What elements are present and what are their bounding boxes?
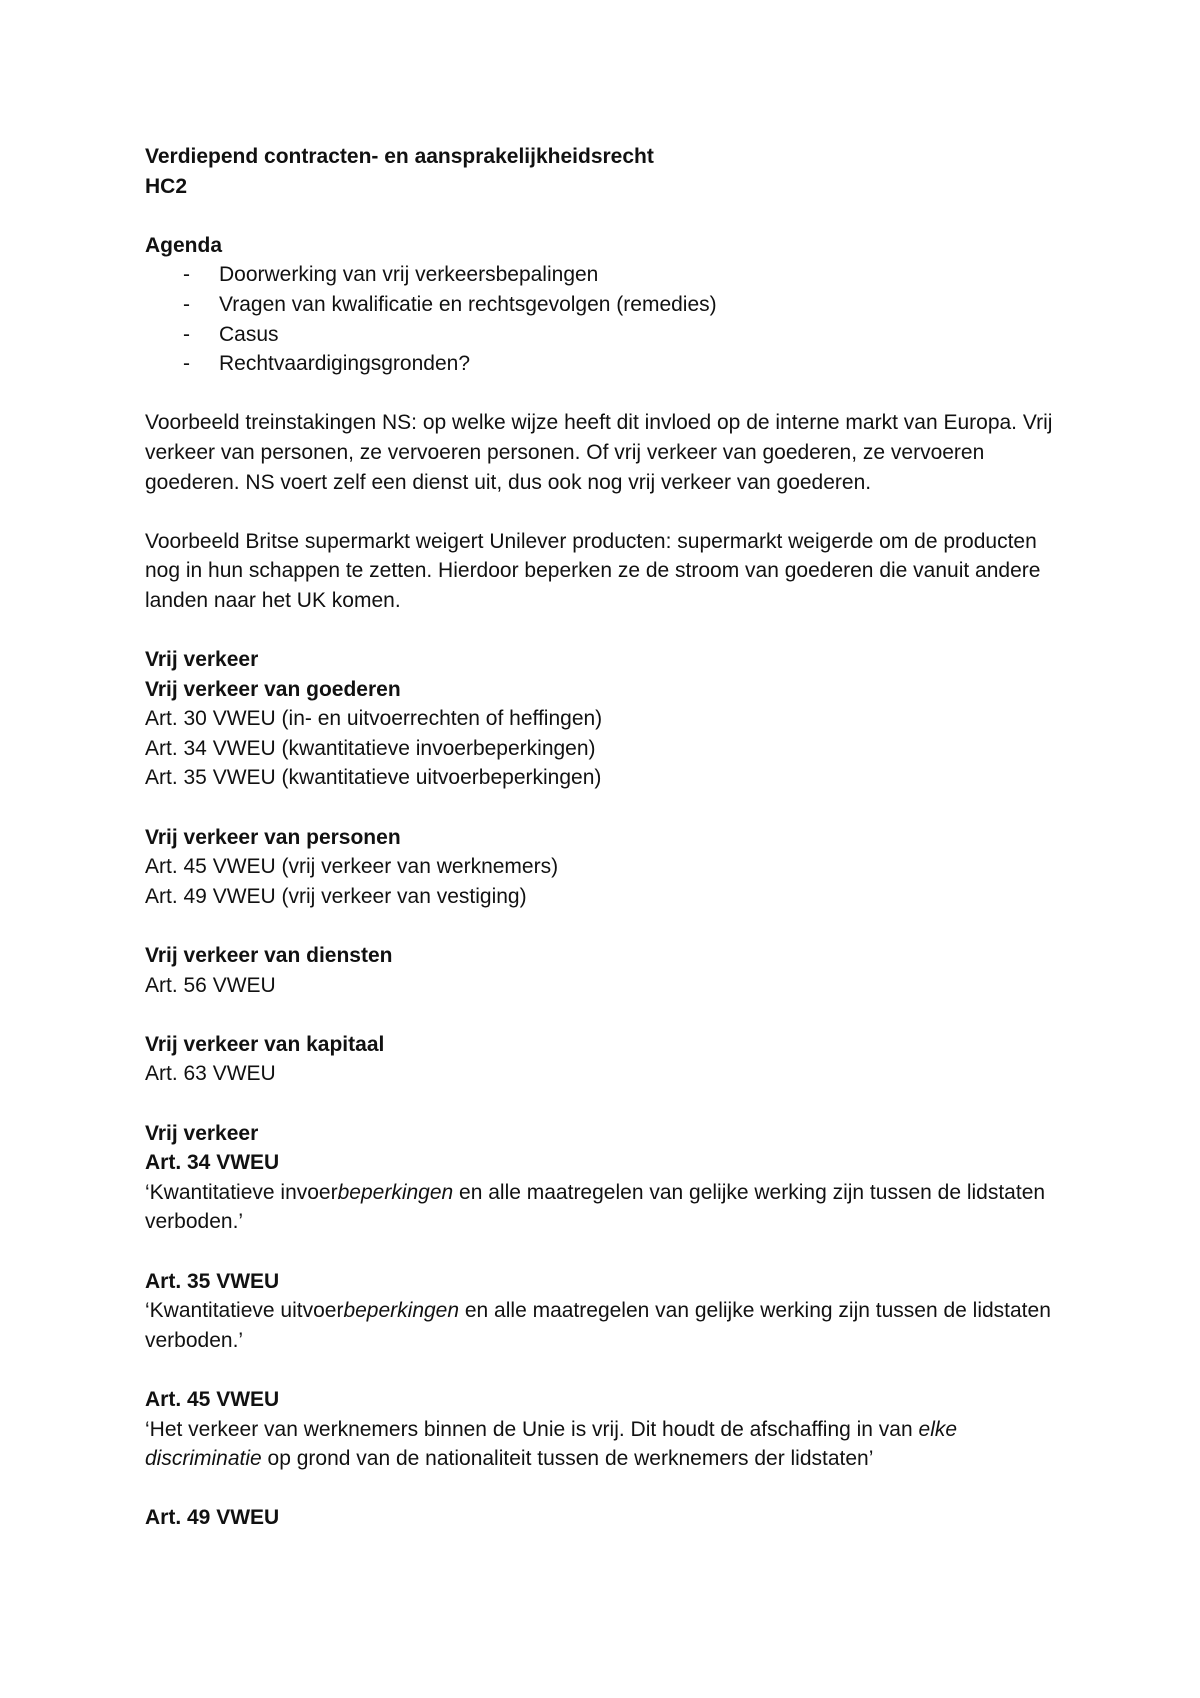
articles-heading: Vrij verkeer: [145, 1121, 259, 1145]
bullet-dash: -: [183, 352, 190, 376]
spacer: [145, 1089, 1065, 1119]
art45-text: [145, 1415, 1065, 1474]
document-page: [145, 142, 1065, 1533]
spacer: [145, 1237, 1065, 1267]
article-line: Art. 30 VWEU (in- en uitvoerrechten of heffingen): [145, 707, 603, 731]
list-item: [183, 349, 1065, 379]
spacer: [145, 1474, 1065, 1504]
art45-heading: Art. 45 VWEU: [145, 1387, 280, 1411]
list-item: [183, 320, 1065, 350]
agenda-item-text: Rechtvaardigingsgronden?: [219, 352, 471, 376]
bullet-dash: -: [183, 292, 190, 316]
list-item: [183, 290, 1065, 320]
quote-text: op grond van de nationaliteit tussen de werknemers der lidstaten’: [261, 1447, 874, 1471]
agenda-heading: Agenda: [145, 233, 223, 257]
quote-emphasis: elke discriminatie: [145, 1417, 958, 1471]
bullet-dash: -: [183, 322, 190, 346]
spacer: [145, 911, 1065, 941]
goederen-heading: Vrij verkeer van goederen: [145, 677, 401, 701]
document-title: Verdiepend contracten- en aansprakelijkheidsrecht: [145, 145, 654, 168]
article-line: Art. 45 VWEU (vrij verkeer van werknemers): [145, 855, 559, 879]
art34-text: [145, 1178, 1065, 1237]
quote-text: ‘Kwantitatieve invoer: [145, 1180, 338, 1204]
spacer: [145, 1000, 1065, 1030]
art35-heading: Art. 35 VWEU: [145, 1269, 280, 1293]
quote-emphasis: beperkingen: [343, 1299, 460, 1323]
diensten-heading: Vrij verkeer van diensten: [145, 944, 393, 968]
kapitaal-heading: Vrij verkeer van kapitaal: [145, 1032, 385, 1056]
quote-text: ‘Kwantitatieve uitvoer: [145, 1299, 344, 1323]
spacer: [145, 379, 1065, 409]
art49-heading: Art. 49 VWEU: [145, 1506, 280, 1530]
quote-emphasis: beperkingen: [337, 1180, 454, 1204]
document-subtitle: HC2: [145, 174, 188, 198]
agenda-item-text: Doorwerking van vrij verkeersbepalingen: [219, 263, 599, 287]
art34-heading: Art. 34 VWEU: [145, 1151, 280, 1175]
agenda-item-text: Casus: [219, 322, 279, 346]
art35-text: [145, 1296, 1065, 1355]
bullet-dash: -: [183, 263, 190, 287]
article-line: Art. 35 VWEU (kwantitatieve uitvoerbeperkingen): [145, 766, 602, 790]
spacer: [145, 201, 1065, 231]
quote-text: en alle maatregelen van gelijke werking zijn tussen de lidstaten verboden.’: [145, 1180, 1046, 1234]
article-line: Art. 56 VWEU: [145, 973, 276, 997]
quote-text: en alle maatregelen van gelijke werking zijn tussen de lidstaten verboden.’: [145, 1299, 1051, 1352]
list-item: [183, 260, 1065, 290]
spacer: [145, 497, 1065, 527]
paragraph-ns-example: Voorbeeld treinstakingen NS: op welke wijze heeft dit invloed op de interne markt van Europa. Vrij verkeer van personen, ze vervoeren personen. Of vrij verkeer van goederen, ze vervoeren goederen. NS voert zelf een dienst uit, dus ook nog vrij verkeer van goederen.: [145, 411, 1053, 494]
spacer: [145, 616, 1065, 646]
article-line: Art. 63 VWEU: [145, 1062, 276, 1086]
personen-heading: Vrij verkeer van personen: [145, 825, 401, 849]
agenda-item-text: Vragen van kwalificatie en rechtsgevolgen (remedies): [219, 292, 717, 316]
quote-text: ‘Het verkeer van werknemers binnen de Unie is vrij. Dit houdt de afschaffing in van: [145, 1417, 919, 1441]
article-line: Art. 34 VWEU (kwantitatieve invoerbeperkingen): [145, 736, 596, 760]
agenda-list: [145, 260, 1065, 378]
paragraph-unilever-example: Voorbeeld Britse supermarkt weigert Unilever producten: supermarkt weigerde om de producten nog in hun schappen te zetten. Hierdoor beperken ze de stroom van goederen die vanuit andere landen naar het UK komen.: [145, 529, 1041, 612]
spacer: [145, 793, 1065, 823]
overview-heading: Vrij verkeer: [145, 648, 259, 672]
spacer: [145, 1355, 1065, 1385]
article-line: Art. 49 VWEU (vrij verkeer van vestiging): [145, 884, 527, 908]
